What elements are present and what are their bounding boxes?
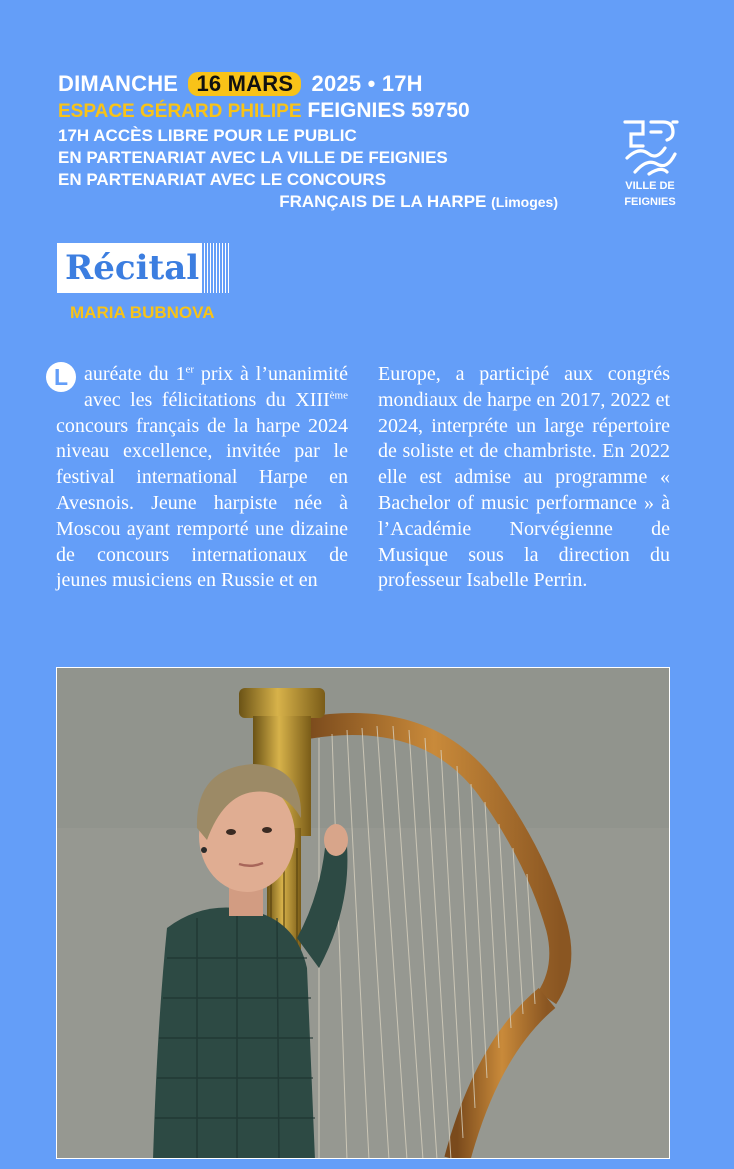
bio-text-part-3: concours français de la harpe 2024 niveau excellence, invitée par le festival international Harpe en Avesnois. Jeune harpiste née à Moscou ayant remporté une dizaine de concours internationaux de jeunes musiciens en Russie et en xyxy=(56,414,348,592)
event-city: FEIGNIES 59750 xyxy=(307,99,470,122)
bio-text-part-2: prix à l’unanimité avec les félicitations du XIII xyxy=(84,363,348,411)
event-day: DIMANCHE xyxy=(58,71,179,96)
partner-line-2: EN PARTENARIAT AVEC LE CONCOURS xyxy=(58,170,387,189)
dropcap-letter: L xyxy=(46,362,76,392)
partner-line-3 xyxy=(58,191,558,213)
logo-text-line-2: FEIGNIES xyxy=(624,196,676,208)
ville-de-feignies-logo xyxy=(618,118,682,208)
access-info: 17H ACCÈS LIBRE POUR LE PUBLIC xyxy=(58,126,357,145)
bio-column-left xyxy=(53,362,348,594)
superscript-er: er xyxy=(185,363,195,376)
logo-text-line-1: VILLE DE xyxy=(625,180,675,192)
event-date-badge: 16 MARS xyxy=(188,72,301,96)
partner-line-1: EN PARTENARIAT AVEC LA VILLE DE FEIGNIES xyxy=(58,148,448,167)
partner-place: (Limoges) xyxy=(491,194,558,210)
event-year-time: 2025 • 17H xyxy=(311,71,423,96)
event-datetime xyxy=(58,70,578,98)
harpist-photo-icon xyxy=(57,668,670,1159)
bio-text-part-1: auréate du 1 xyxy=(84,363,186,385)
event-type-title: Récital xyxy=(57,243,202,293)
event-location xyxy=(58,98,578,125)
event-venue: ESPACE GÉRARD PHILIPE xyxy=(58,101,302,122)
superscript-eme: ème xyxy=(329,389,348,402)
partner-name: FRANÇAIS DE LA HARPE xyxy=(279,192,487,211)
performer-name: MARIA BUBNOVA xyxy=(70,303,215,322)
feignies-logo-icon xyxy=(621,118,679,176)
harpist-photo xyxy=(56,667,670,1159)
event-header xyxy=(58,70,578,213)
decorative-bars xyxy=(204,243,230,293)
bio-column-right: Europe, a participé aux congrés mondiaux de harpe en 2017, 2022 et 2024, interpréte un large répertoire de soliste et de chambriste. En 2022 elle est admise au programme « Bachelor of music performance » à l’Académie Norvégienne de Musique sous la direction du professeur Isabelle Perrin. xyxy=(378,363,670,592)
